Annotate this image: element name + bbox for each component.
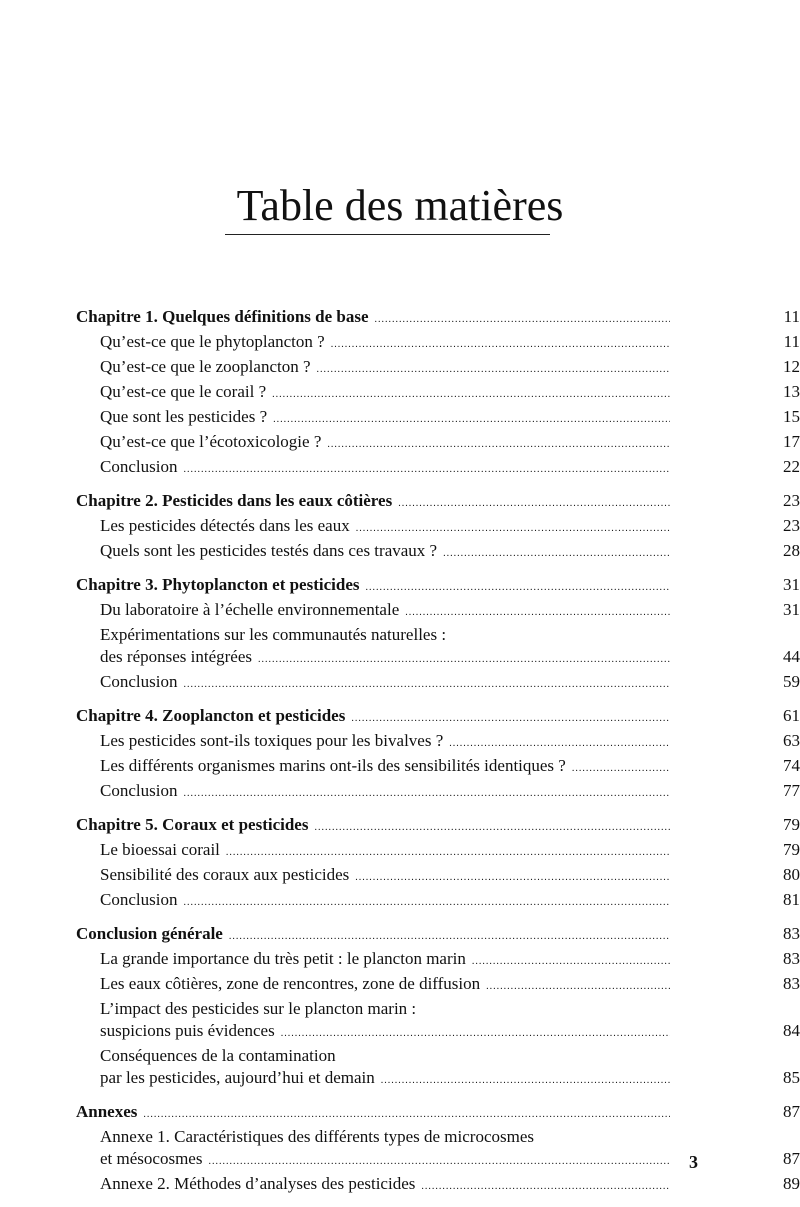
toc-entry-page: 89 (783, 1174, 800, 1193)
toc-entry-page: 83 (783, 974, 800, 993)
toc-chapter-page: 61 (783, 706, 800, 725)
toc-chapter-text: Chapitre 3. Phytoplancton et pesticides (76, 575, 360, 594)
toc-entry[interactable] (0, 356, 800, 381)
toc-section (0, 574, 800, 696)
toc-entry-text: Les pesticides détectés dans les eaux (100, 516, 350, 535)
dot-leader (258, 649, 670, 671)
toc-chapter-text: Chapitre 4. Zooplancton et pesticides (76, 706, 346, 725)
dot-leader (327, 434, 670, 456)
toc-entry-page: 80 (783, 865, 800, 884)
dot-leader (355, 867, 670, 889)
toc-entry-page: 87 (783, 1149, 800, 1168)
toc-chapter[interactable] (0, 1101, 800, 1126)
toc-entry[interactable] (0, 730, 800, 755)
dot-leader (273, 409, 670, 431)
toc-chapter-page: 87 (783, 1102, 800, 1121)
toc-chapter-page: 31 (783, 575, 800, 594)
toc-entry-page: 79 (783, 840, 800, 859)
toc-entry-page: 59 (783, 672, 800, 691)
toc-chapter[interactable] (0, 490, 800, 515)
dot-leader (183, 459, 670, 481)
toc-entry-text: Conclusion (100, 781, 178, 800)
toc-entry[interactable] (0, 973, 800, 998)
toc-entry-text: Conclusion (100, 890, 178, 909)
toc-entry-page: 31 (783, 600, 800, 619)
toc-entry-page: 74 (783, 756, 800, 775)
dot-leader (421, 1176, 670, 1198)
toc-entry-text: Qu’est-ce que le zooplancton ? (100, 357, 311, 376)
toc-entry-text: Les différents organismes marins ont-ils des sensibilités identiques ? (100, 756, 566, 775)
dot-leader (472, 951, 670, 973)
toc-entry-text: suspicions puis évidences (100, 1021, 275, 1040)
dot-leader (375, 309, 670, 331)
dot-leader (281, 1023, 670, 1045)
toc-entry-page: 12 (783, 357, 800, 376)
dot-leader (351, 708, 670, 730)
dot-leader (405, 602, 670, 624)
toc-entry-text: Quels sont les pesticides testés dans ces travaux ? (100, 541, 438, 560)
dot-leader (183, 674, 670, 696)
toc-entry-text: Conclusion (100, 457, 178, 476)
toc-chapter-text: Chapitre 1. Quelques définitions de base (76, 307, 369, 326)
toc-entry[interactable] (0, 540, 800, 565)
toc-entry-text: Qu’est-ce que le corail ? (100, 382, 267, 401)
toc-entry-first-line (0, 998, 800, 1020)
toc-entry-page: 22 (783, 457, 800, 476)
toc-entry[interactable] (0, 381, 800, 406)
dot-leader (317, 359, 670, 381)
dot-leader (183, 892, 670, 914)
dot-leader (229, 926, 670, 948)
toc-chapter[interactable] (0, 923, 800, 948)
toc-entry-text: des réponses intégrées (100, 647, 253, 666)
toc-entry-page: 23 (783, 516, 800, 535)
toc-entry[interactable] (0, 755, 800, 780)
page-number: 3 (689, 1152, 698, 1172)
toc-entry-text: Annexe 2. Méthodes d’analyses des pesticides (100, 1174, 416, 1193)
toc-entry-page: 13 (783, 382, 800, 401)
toc-entry-text: Qu’est-ce que l’écotoxicologie ? (100, 432, 322, 451)
toc-section (0, 705, 800, 805)
toc-entry-first-line (0, 1126, 800, 1148)
toc-entry[interactable] (0, 889, 800, 914)
table-of-contents (0, 306, 800, 1207)
toc-entry-text: par les pesticides, aujourd’hui et demain (100, 1068, 375, 1087)
toc-entry[interactable] (0, 456, 800, 481)
toc-entry-first-line-text: Conséquences de la contamination (100, 1046, 336, 1065)
toc-entry[interactable] (0, 671, 800, 696)
dot-leader (381, 1070, 670, 1092)
toc-chapter-text: Chapitre 2. Pesticides dans les eaux côtières (76, 491, 393, 510)
toc-entry-text: Les eaux côtières, zone de rencontres, zone de diffusion (100, 974, 481, 993)
toc-entry[interactable] (0, 1173, 800, 1198)
toc-entry-first-line (0, 1045, 800, 1067)
dot-leader (449, 733, 670, 755)
toc-entry-first-line (0, 624, 800, 646)
toc-entry[interactable] (0, 646, 800, 671)
toc-chapter[interactable] (0, 306, 800, 331)
toc-section (0, 1101, 800, 1198)
toc-entry-text: et mésocosmes (100, 1149, 203, 1168)
toc-entry-text: Le bioessai corail (100, 840, 220, 859)
dot-leader (331, 334, 670, 356)
toc-entry[interactable] (0, 406, 800, 431)
dot-leader (183, 783, 670, 805)
toc-section (0, 923, 800, 1092)
toc-chapter[interactable] (0, 574, 800, 599)
toc-chapter[interactable] (0, 705, 800, 730)
dot-leader (143, 1104, 670, 1126)
toc-section (0, 490, 800, 565)
dot-leader (486, 976, 670, 998)
toc-chapter-page: 23 (783, 491, 800, 510)
toc-entry[interactable] (0, 1020, 800, 1045)
toc-entry-first-line-text: Annexe 1. Caractéristiques des différents types de microcosmes (100, 1127, 534, 1146)
toc-entry-first-line-text: Expérimentations sur les communautés naturelles : (100, 625, 447, 644)
toc-entry[interactable] (0, 780, 800, 805)
toc-section (0, 814, 800, 914)
toc-chapter-text: Conclusion générale (76, 924, 223, 943)
toc-entry[interactable] (0, 599, 800, 624)
dot-leader (572, 758, 670, 780)
toc-section (0, 306, 800, 481)
title-rule (225, 234, 550, 235)
toc-entry[interactable] (0, 864, 800, 889)
toc-entry-page: 84 (783, 1021, 800, 1040)
dot-leader (208, 1151, 670, 1173)
toc-entry[interactable] (0, 1148, 800, 1173)
toc-chapter-page: 83 (783, 924, 800, 943)
page-title: Table des matières (236, 181, 564, 230)
toc-entry[interactable] (0, 1067, 800, 1092)
dot-leader (398, 493, 670, 515)
toc-entry-page: 44 (783, 647, 800, 666)
toc-entry-page: 28 (783, 541, 800, 560)
dot-leader (226, 842, 670, 864)
toc-entry-page: 85 (783, 1068, 800, 1087)
toc-entry-page: 17 (783, 432, 800, 451)
toc-chapter[interactable] (0, 814, 800, 839)
toc-entry[interactable] (0, 331, 800, 356)
toc-entry-text: Les pesticides sont-ils toxiques pour les bivalves ? (100, 731, 444, 750)
toc-entry[interactable] (0, 515, 800, 540)
dot-leader (314, 817, 670, 839)
toc-entry-text: Qu’est-ce que le phytoplancton ? (100, 332, 325, 351)
toc-entry-page: 83 (783, 949, 800, 968)
toc-chapter-text: Chapitre 5. Coraux et pesticides (76, 815, 309, 834)
toc-entry-first-line-text: L’impact des pesticides sur le plancton marin : (100, 999, 417, 1018)
toc-entry[interactable] (0, 948, 800, 973)
toc-entry[interactable] (0, 431, 800, 456)
toc-entry-text: Que sont les pesticides ? (100, 407, 268, 426)
toc-entry-text: La grande importance du très petit : le plancton marin (100, 949, 466, 968)
toc-entry-page: 77 (783, 781, 800, 800)
toc-chapter-page: 11 (783, 307, 800, 326)
toc-chapter-text: Annexes (76, 1102, 138, 1121)
toc-entry[interactable] (0, 839, 800, 864)
dot-leader (356, 518, 670, 540)
toc-entry-page: 63 (783, 731, 800, 750)
dot-leader (443, 543, 670, 565)
toc-entry-page: 15 (783, 407, 800, 426)
toc-chapter-page: 79 (783, 815, 800, 834)
toc-entry-text: Du laboratoire à l’échelle environnementale (100, 600, 400, 619)
toc-entry-text: Sensibilité des coraux aux pesticides (100, 865, 350, 884)
dot-leader (366, 577, 671, 599)
toc-entry-page: 11 (783, 332, 800, 351)
toc-entry-text: Conclusion (100, 672, 178, 691)
toc-entry-page: 81 (783, 890, 800, 909)
dot-leader (272, 384, 670, 406)
